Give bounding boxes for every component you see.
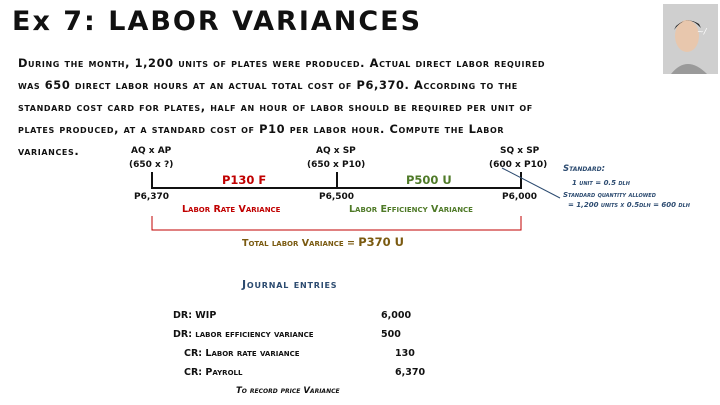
- sq-sp-formula: (600 x P10): [489, 160, 548, 170]
- problem-line: variances.: [18, 144, 80, 158]
- journal-memo: To record price Variance: [236, 386, 340, 396]
- efficiency-variance-label: Labor Efficiency Variance: [349, 204, 473, 215]
- journal-amount: 6,000: [381, 310, 412, 321]
- aq-sp-header: AQ x SP: [316, 146, 356, 156]
- sq-sp-header: SQ x SP: [500, 146, 540, 156]
- total-variance-bracket: [152, 216, 521, 230]
- standard-note-line1: 1 unit = 0.5 dlh: [572, 179, 630, 187]
- standard-note-heading: Standard:: [563, 164, 606, 174]
- problem-line: plates produced, at a standard cost of P10 per labor hour. Compute the Labor: [18, 122, 505, 136]
- total-variance-label: Total labor Variance =: [242, 238, 355, 249]
- aq-sp-value: P6,500: [319, 192, 355, 202]
- rate-variance-label: Labor Rate Variance: [182, 204, 281, 215]
- aq-sp-formula: (650 x P10): [307, 160, 366, 170]
- journal-account: DR: labor efficiency variance: [173, 329, 314, 340]
- sq-sp-value: P6,000: [502, 192, 538, 202]
- problem-line: standard cost card for plates, half an hour of labor should be required per unit of: [18, 100, 533, 114]
- journal-heading: Journal entries: [242, 278, 338, 291]
- journal-account: CR: Payroll: [184, 367, 243, 378]
- problem-line: During the month, 1,200 units of plates were produced. Actual direct labor required: [18, 56, 546, 70]
- total-variance-amount: P370 U: [358, 235, 405, 249]
- aq-ap-value: P6,370: [134, 192, 170, 202]
- aq-ap-header: AQ x AP: [131, 146, 172, 156]
- total-variance: [242, 235, 404, 249]
- efficiency-variance-amount: P500 U: [406, 173, 452, 187]
- svg-text:~/: ~/: [697, 27, 707, 36]
- journal-amount: 500: [381, 329, 401, 340]
- standard-note-line3: = 1,200 units x 0.5dlh = 600 dlh: [568, 201, 690, 209]
- journal-amount: 6,370: [395, 367, 426, 378]
- slide-title: Ex 7: LABOR VARIANCES: [12, 6, 423, 37]
- problem-line: was 650 direct labor hours at an actual total cost of P6,370. According to the: [18, 78, 518, 92]
- aq-ap-formula: (650 x ?): [129, 160, 174, 170]
- journal-amount: 130: [395, 348, 415, 359]
- standard-note-line2: Standard quantity allowed: [563, 191, 656, 199]
- rate-variance-amount: P130 F: [222, 173, 267, 187]
- journal-account: DR: WIP: [173, 310, 217, 321]
- journal-account: CR: Labor rate variance: [184, 348, 300, 359]
